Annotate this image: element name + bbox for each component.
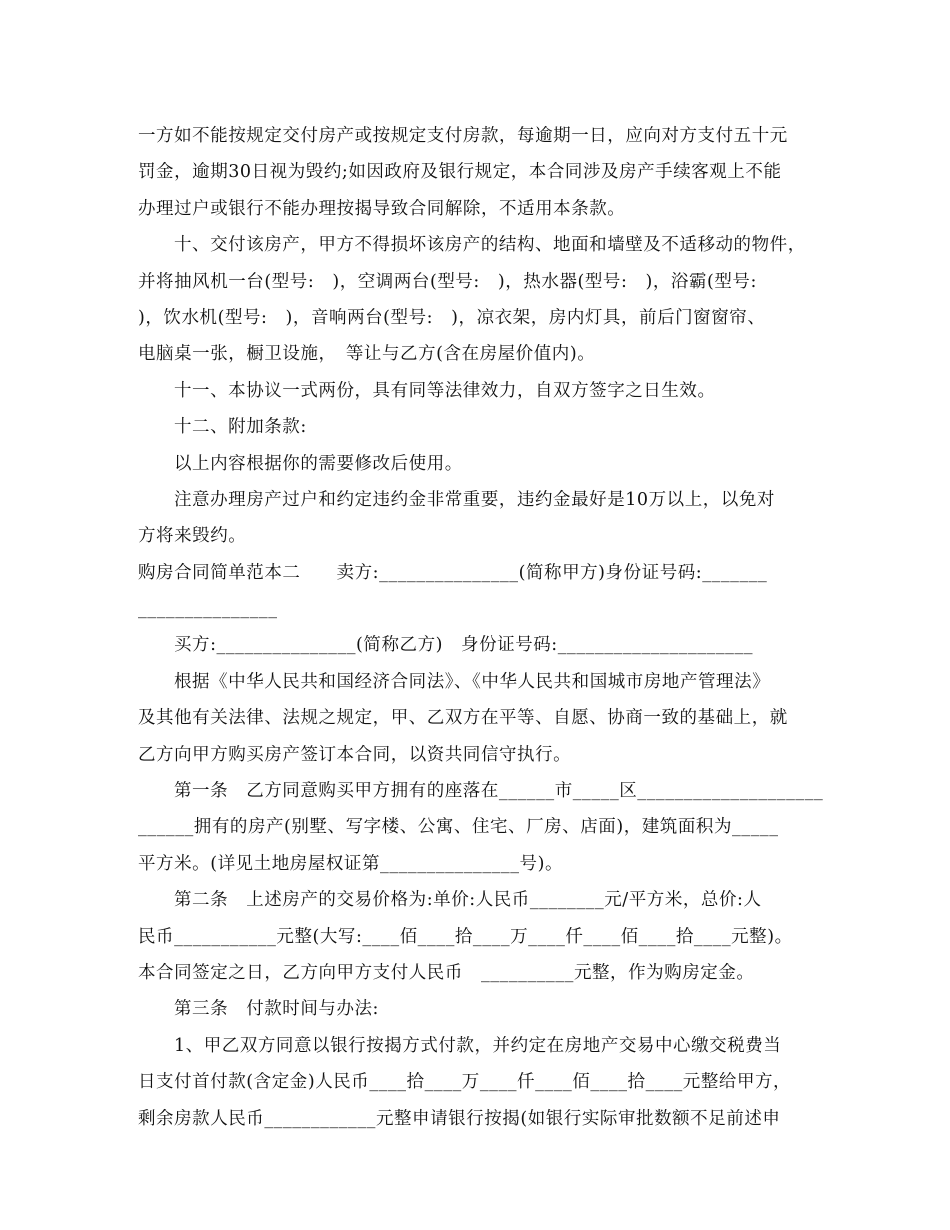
note-line: 注意办理房产过户和约定违约金非常重要，违约金最好是10万以上，以免对 <box>174 489 775 510</box>
article-2-line: 第二条 上述房产的交易价格为:单价:人民币________元/平方米，总价:人 <box>174 890 762 911</box>
text-line: 日支付首付款(含定金)人民币____拾____万____仟____佰____拾____元整给甲方， <box>138 1072 792 1093</box>
buyer-line: 买方:_______________(简称乙方) 身份证号码:_____________________ <box>174 635 754 656</box>
text-line: 本合同签定之日，乙方向甲方支付人民币 __________元整，作为购房定金。 <box>138 962 755 983</box>
text-line: 方将来毁约。 <box>138 526 247 547</box>
text-line: 剩余房款人民币____________元整申请银行按揭(如银行实际审批数额不足前述申 <box>138 1108 781 1129</box>
article-1-line: 第一条 乙方同意购买甲方拥有的座落在______市_____区____________________ <box>174 781 824 802</box>
text-line: 并将抽风机一台(型号: )，空调两台(型号: )，热水器(型号: )，浴霸(型号: <box>138 271 757 292</box>
text-line: 乙方向甲方购买房产签订本合同，以资共同信守执行。 <box>138 744 572 765</box>
document-page <box>138 118 824 1137</box>
text-line: _______________ <box>138 599 278 620</box>
text-line: 电脑桌一张，橱卫设施， 等让与乙方(含在房屋价值内)。 <box>138 344 596 365</box>
text-line: 罚金，逾期30日视为毁约;如因政府及银行规定，本合同涉及房产手续客观上不能 <box>138 162 782 183</box>
text-line: ______拥有的房产(别墅、写字楼、公寓、住宅、厂房、店面)，建筑面积为_____ <box>138 817 779 838</box>
text-line: 以上内容根据你的需要修改后使用。 <box>174 453 463 474</box>
article-3-line: 第三条 付款时间与办法: <box>174 999 379 1020</box>
clause-10-line: 十、交付该房产，甲方不得损坏该房产的结构、地面和墙壁及不适移动的物件， <box>174 235 806 256</box>
contract-title-seller-line: 购房合同简单范本二 卖方:_______________(简称甲方)身份证号码:_______ <box>138 562 768 583</box>
text-line: 一方如不能按规定交付房产或按规定支付房款，每逾期一日，应向对方支付五十元 <box>138 126 788 146</box>
clause-12-line: 十二、附加条款: <box>174 417 307 438</box>
clause-11-line: 十一、本协议一式两份，具有同等法律效力，自双方签字之日生效。 <box>174 380 716 401</box>
text-line: 平方米。(详见土地房屋权证第_______________号)。 <box>138 853 564 874</box>
text-line: 办理过户或银行不能办理按揭导致合同解除，不适用本条款。 <box>138 198 626 219</box>
text-line: )，饮水机(型号: )，音响两台(型号: )，凉衣架，房内灯具，前后门窗窗帘、 <box>138 307 766 328</box>
text-line: 民币___________元整(大写:____佰____拾____万____仟____佰____拾____元整)。 <box>138 926 793 947</box>
text-line: 及其他有关法律、法规之规定，甲、乙双方在平等、自愿、协商一致的基础上，就 <box>138 708 788 729</box>
preamble-line: 根据《中华人民共和国经济合同法》、《中华人民共和国城市房地产管理法》 <box>174 671 771 692</box>
text-line: 1、甲乙双方同意以银行按揭方式付款，并约定在房地产交易中心缴交税费当 <box>174 1035 782 1056</box>
